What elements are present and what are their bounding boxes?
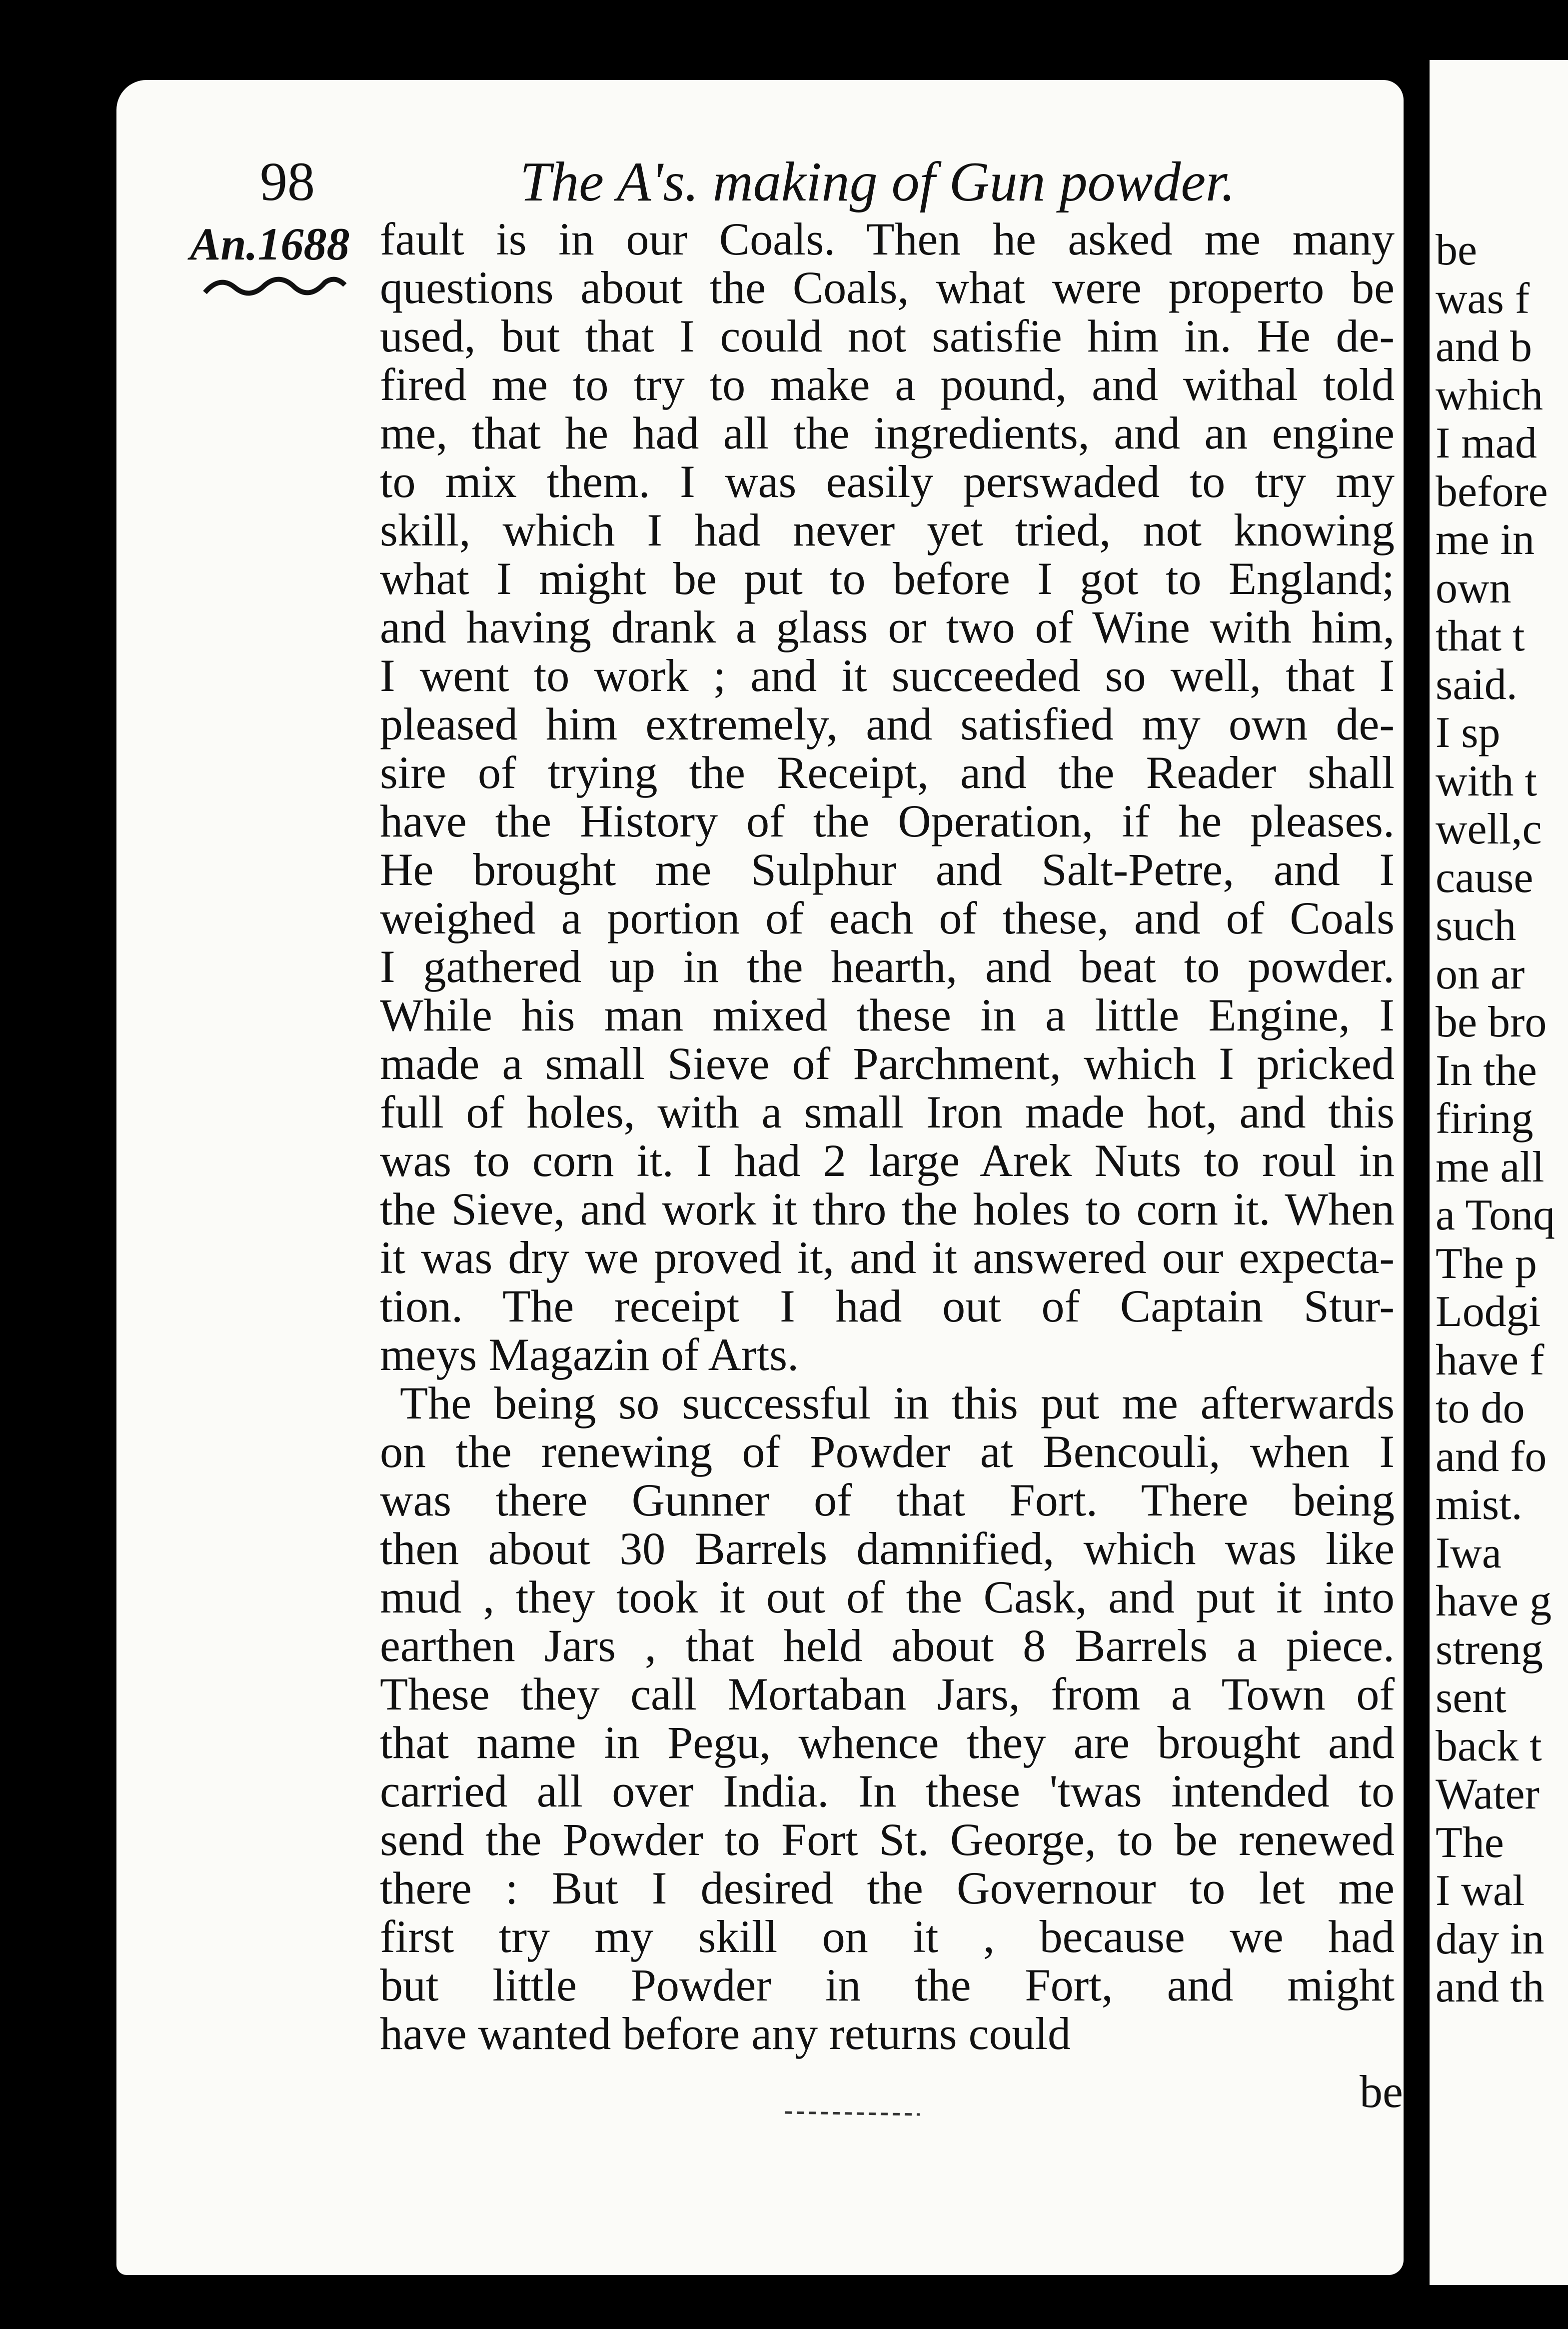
text-line: carried all over India. In these 'twas intended to	[380, 1766, 1395, 1816]
adjacent-page-line: said.	[1436, 660, 1518, 709]
adjacent-page-line: mist.	[1436, 1480, 1523, 1529]
margin-note-text: An.1688	[190, 218, 350, 270]
text-line: that name in Pegu, whence they are brought and	[380, 1717, 1395, 1768]
swash-ornament-icon	[200, 272, 350, 302]
page-number: 98	[260, 151, 315, 212]
text-line: meys Magazin of Arts.	[380, 1329, 799, 1380]
text-line: have the History of the Operation, if he pleases.	[380, 796, 1395, 846]
adjacent-page-line: cause	[1436, 853, 1534, 902]
text-line: used, but that I could not satisfie him in. He de-	[380, 310, 1395, 362]
adjacent-page-line: firing	[1436, 1094, 1534, 1143]
text-line: While his man mixed these in a little Engine, I	[380, 990, 1395, 1040]
adjacent-page-line: which	[1436, 370, 1544, 420]
text-line: then about 30 Barrels damnified, which was like	[380, 1523, 1395, 1574]
text-line: there : But I desired the Governour to let me	[380, 1862, 1395, 1914]
adjacent-page-line: have f	[1436, 1336, 1545, 1384]
text-line: and having drank a glass or two of Wine with him,	[380, 602, 1395, 652]
text-line: the Sieve, and work it thro the holes to corn it. When	[380, 1184, 1395, 1234]
adjacent-page-line: before	[1436, 467, 1548, 516]
text-line: what I might be put to before I got to England;	[380, 553, 1395, 604]
adjacent-page-line: streng	[1436, 1625, 1544, 1674]
text-line: full of holes, with a small Iron made hot, and this	[380, 1086, 1395, 1138]
text-line: it was dry we proved it, and it answered our expecta-	[380, 1232, 1395, 1283]
text-line: These they call Mortaban Jars, from a Town of	[380, 1668, 1395, 1720]
text-line: fault is in our Coals. Then he asked me many	[380, 214, 1395, 264]
adjacent-page-line: Water	[1436, 1770, 1540, 1818]
text-line: pleased him extremely, and satisfied my own de-	[380, 698, 1395, 750]
adjacent-page-line: well,c	[1436, 805, 1542, 854]
adjacent-page-line: Iwa	[1436, 1528, 1502, 1578]
adjacent-page-line: I wal	[1436, 1866, 1525, 1915]
adjacent-page-fragment	[1430, 60, 1568, 2285]
text-line: first try my skill on it , because we had	[380, 1911, 1395, 1962]
text-line: but little Powder in the Fort, and might	[380, 1960, 1395, 2010]
text-line: was to corn it. I had 2 large Arek Nuts to roul in	[380, 1135, 1395, 1186]
text-line: to mix them. I was easily perswaded to try my	[380, 456, 1395, 507]
text-line: I gathered up in the hearth, and beat to powder.	[380, 941, 1395, 992]
text-line: skill, which I had never yet tried, not knowing	[380, 504, 1395, 556]
adjacent-page-line: have g	[1436, 1577, 1552, 1626]
adjacent-page-line: own	[1436, 564, 1512, 612]
text-line: I went to work ; and it succeeded so well, that I	[380, 650, 1395, 701]
adjacent-page-line: back t	[1436, 1722, 1542, 1770]
text-line: sire of trying the Receipt, and the Reader shall	[380, 747, 1395, 798]
adjacent-page-line: sent	[1436, 1674, 1507, 1722]
text-line: The being so successful in this put me afterwards	[400, 1378, 1395, 1428]
adjacent-page-line: Lodgi	[1436, 1288, 1541, 1336]
text-line: earthen Jars , that held about 8 Barrels a piece.	[380, 1620, 1395, 1671]
adjacent-page-line: and b	[1436, 322, 1533, 371]
text-line: weighed a portion of each of these, and of Coals	[380, 892, 1395, 944]
adjacent-page-line: I sp	[1436, 708, 1501, 757]
adjacent-page-line: and fo	[1436, 1432, 1547, 1481]
body-text	[380, 215, 1395, 2058]
adjacent-page-line: day in	[1436, 1914, 1545, 1964]
text-line: made a small Sieve of Parchment, which I pricked	[380, 1038, 1395, 1089]
adjacent-page-line: me all	[1436, 1142, 1545, 1192]
text-line: was there Gunner of that Fort. There being	[380, 1474, 1395, 1526]
text-line: on the renewing of Powder at Bencouli, when I	[380, 1426, 1395, 1477]
binding-gutter	[1404, 60, 1430, 2310]
adjacent-page-line: a Tonq	[1436, 1191, 1556, 1240]
adjacent-page-line: be	[1436, 226, 1478, 274]
adjacent-page-line: I mad	[1436, 419, 1537, 468]
adjacent-page-line: be bro	[1436, 998, 1547, 1046]
text-line: fired me to try to make a pound, and withal told	[380, 359, 1395, 410]
adjacent-page-line: was f	[1436, 274, 1530, 323]
adjacent-page-line: with t	[1436, 756, 1537, 806]
adjacent-page-line: The p	[1436, 1239, 1537, 1288]
running-head: The A's. making of Gun powder.	[520, 151, 1236, 213]
text-line: have wanted before any returns could	[380, 2008, 1071, 2059]
adjacent-page-line: on ar	[1436, 950, 1525, 998]
text-line: questions about the Coals, what were properto be	[380, 262, 1395, 313]
adjacent-page-line: to do	[1436, 1384, 1525, 1432]
text-line: mud , they took it out of the Cask, and put it into	[380, 1572, 1395, 1622]
text-line: send the Powder to Fort St. George, to be renewed	[380, 1814, 1395, 1865]
catchword: be	[1360, 2066, 1403, 2117]
text-line: He brought me Sulphur and Salt-Petre, and I	[380, 844, 1395, 895]
page-header	[260, 150, 1410, 220]
adjacent-page-line: me in	[1436, 516, 1535, 564]
text-line: tion. The receipt I had out of Captain Stur-	[380, 1280, 1395, 1332]
adjacent-page-line: such	[1436, 902, 1517, 950]
adjacent-page-line: In the	[1436, 1046, 1537, 1095]
margin-date-note	[190, 218, 350, 270]
text-line: me, that he had all the ingredients, and an engine	[380, 408, 1395, 458]
footer-ornament-icon	[780, 2102, 930, 2122]
adjacent-page-line: The	[1436, 1818, 1504, 1867]
adjacent-page-line: and th	[1436, 1963, 1545, 2012]
adjacent-page-line: that t	[1436, 612, 1525, 660]
